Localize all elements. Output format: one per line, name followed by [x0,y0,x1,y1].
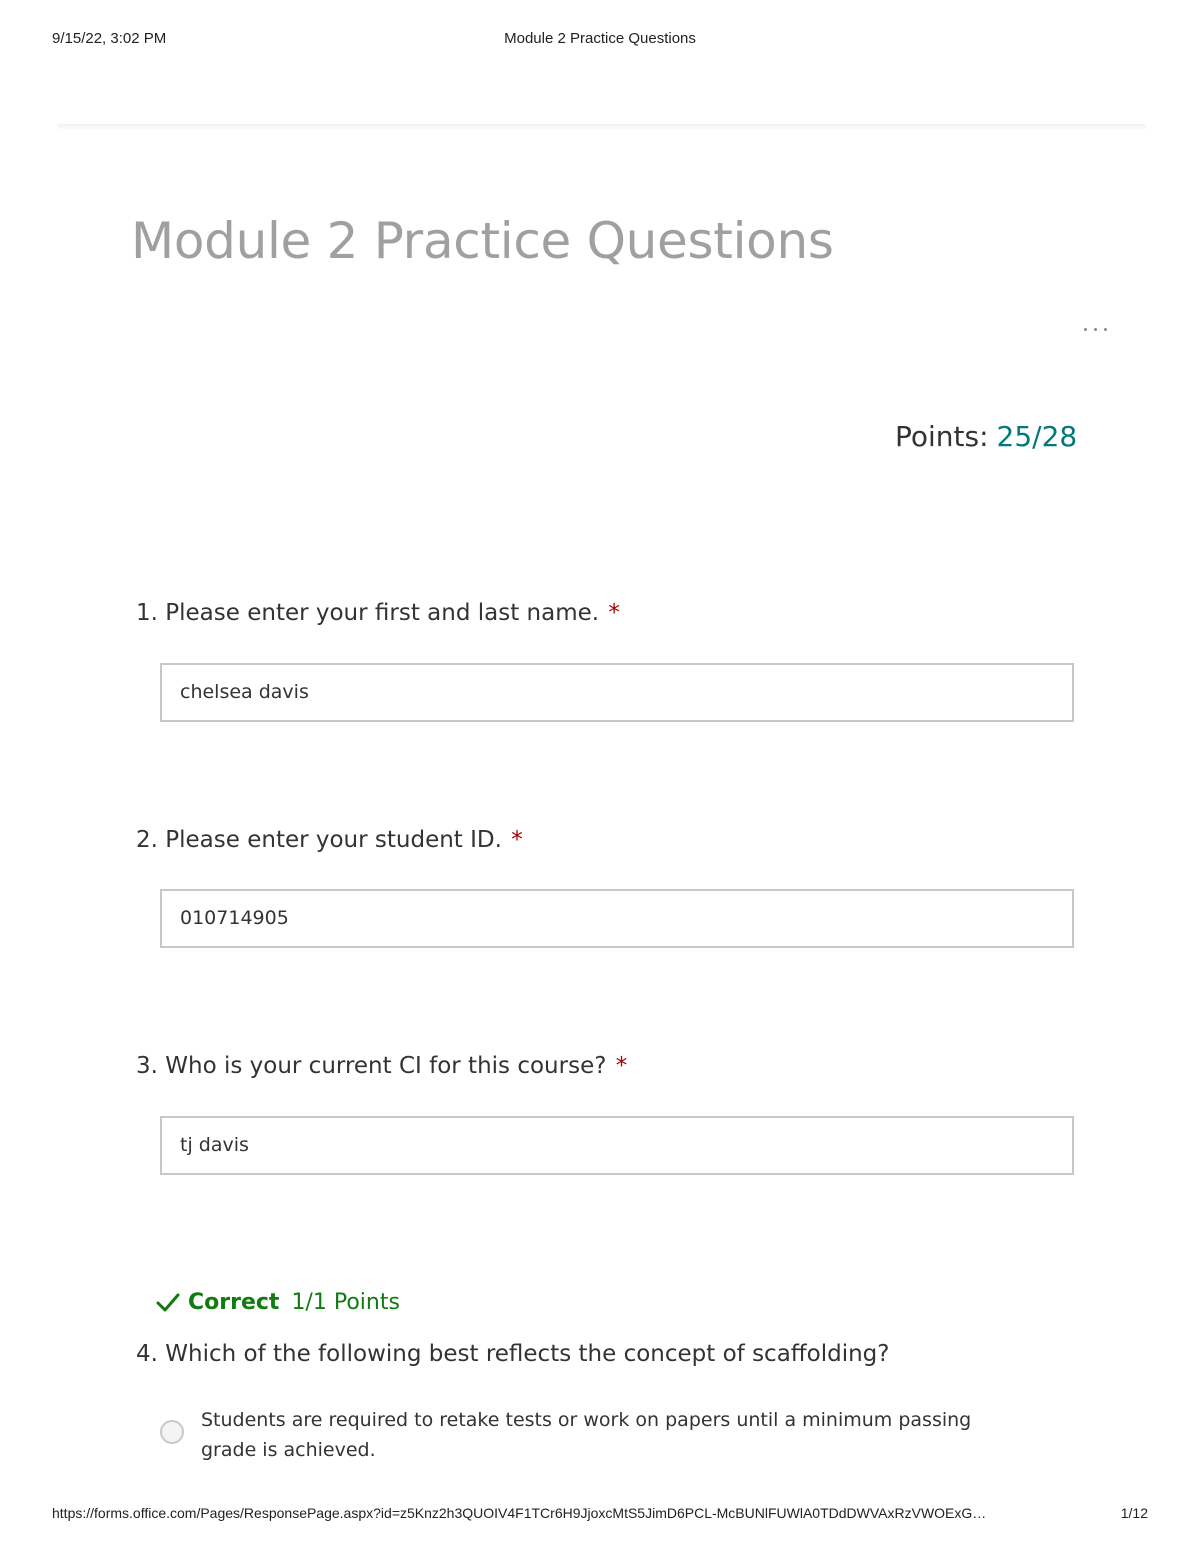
checkmark-icon [154,1288,182,1316]
answer-field-ci[interactable]: tj davis [160,1116,1074,1175]
print-datetime: 9/15/22, 3:02 PM [52,30,167,47]
required-marker: * [608,600,620,626]
option-text: Students are required to retake tests or work on papers until a minimum passing grade is achieved. [201,1409,972,1461]
required-marker: * [615,1053,628,1079]
question-1-title [136,600,620,626]
print-header [52,30,1148,48]
question-text: Please enter your first and last name. [165,600,600,626]
question-4-result [154,1288,400,1316]
more-options-icon[interactable] [1078,316,1114,340]
question-number: 1. [136,600,158,626]
print-url: https://forms.office.com/Pages/ResponsePage.aspx?id=z5Knz2h3QUOIV4F1TCr6H9JjoxcMtS5JimD6PCL-McBUNlFUWlA0TDdDWVAxRzVWOExG… [52,1505,987,1521]
question-number: 3. [136,1053,158,1079]
answer-field-name[interactable]: chelsea davis [160,663,1074,722]
points-summary [895,420,1077,453]
page-number: 1/12 [1120,1505,1148,1521]
form-title: Module 2 Practice Questions [131,212,834,270]
question-3-title [136,1053,627,1079]
question-4-title [136,1341,889,1367]
print-footer [52,1505,1148,1523]
required-marker: * [511,827,523,853]
question-text: Which of the following best reflects the concept of scaffolding? [165,1341,890,1367]
question-text: Who is your current CI for this course? [165,1053,607,1079]
question-text: Please enter your student ID. [165,827,502,853]
radio-button[interactable] [160,1420,184,1444]
result-points: 1/1 Points [291,1289,400,1315]
result-label: Correct [188,1289,280,1315]
points-label: Points: [895,420,989,453]
question-number: 2. [136,827,158,853]
question-number: 4. [136,1341,158,1367]
points-value: 25/28 [996,420,1078,453]
question-2-title [136,827,523,853]
print-page-title: Module 2 Practice Questions [504,30,696,47]
answer-field-student-id[interactable]: 010714905 [160,889,1074,948]
header-divider [58,124,1146,129]
